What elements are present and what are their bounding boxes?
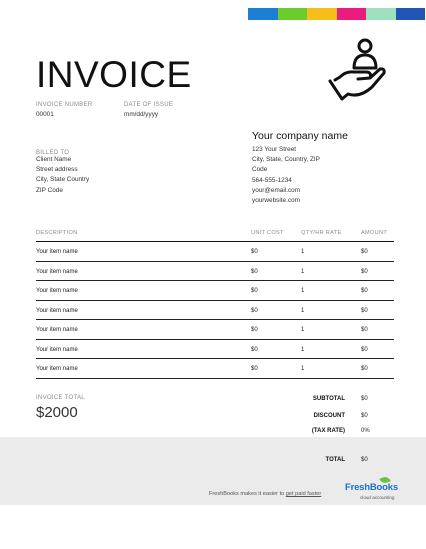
item-description: Your item name — [36, 327, 78, 333]
item-amount: $0 — [361, 268, 368, 275]
item-unit-cost: $0 — [251, 366, 258, 372]
items-table — [36, 230, 394, 379]
freshbooks-tagline: cloud accounting — [360, 495, 395, 500]
client-street: Street address — [36, 166, 78, 174]
item-description: Your item name — [36, 249, 78, 255]
discount-value: $0 — [361, 413, 368, 419]
company-address-block — [252, 145, 320, 206]
item-unit-cost: $0 — [251, 249, 258, 255]
subtotal-value: $0 — [361, 396, 368, 402]
item-qty: 1 — [301, 249, 305, 255]
table-row — [36, 301, 394, 321]
item-unit-cost: $0 — [251, 327, 258, 333]
client-zip: ZIP Code — [36, 186, 63, 194]
header-unit-cost: UNIT COST — [251, 230, 284, 236]
color-block-mint — [366, 8, 396, 20]
header-description: DESCRIPTION — [36, 230, 78, 236]
table-row — [36, 262, 394, 282]
tax-rate-value: 0% — [361, 428, 370, 434]
invoice-number-value: 00001 — [36, 111, 54, 118]
item-qty: 1 — [301, 268, 305, 275]
get-paid-faster-link[interactable]: get paid faster — [285, 491, 322, 497]
company-city: City, State, Country, ZIP — [252, 156, 320, 164]
date-of-issue-label: DATE OF ISSUE — [124, 102, 174, 108]
footer-banner — [0, 437, 426, 505]
item-qty: 1 — [301, 366, 305, 372]
color-block-pink — [337, 8, 367, 20]
table-row — [36, 242, 394, 262]
item-description: Your item name — [36, 346, 78, 353]
color-block-green — [278, 8, 308, 20]
item-description: Your item name — [36, 288, 78, 294]
company-website: yourwebsite.com — [252, 197, 300, 205]
item-unit-cost: $0 — [251, 307, 258, 314]
company-phone: 564-555-1234 — [252, 176, 292, 184]
table-row — [36, 320, 394, 340]
table-header — [36, 230, 394, 242]
item-description: Your item name — [36, 366, 78, 372]
item-qty: 1 — [301, 307, 305, 314]
invoice-number-label: INVOICE NUMBER — [36, 102, 93, 108]
item-amount: $0 — [361, 327, 368, 333]
header-amount: AMOUNT — [361, 230, 388, 236]
item-unit-cost: $0 — [251, 288, 258, 294]
invoice-total-label: INVOICE TOTAL — [36, 395, 85, 401]
item-qty: 1 — [301, 327, 305, 333]
color-block-blue — [248, 8, 278, 20]
company-street: 123 Your Street — [252, 146, 297, 153]
table-row — [36, 340, 394, 360]
hand-holding-person-icon — [326, 35, 386, 101]
discount-label: DISCOUNT — [313, 413, 345, 419]
invoice-title: INVOICE — [36, 54, 192, 95]
item-amount: $0 — [361, 288, 368, 294]
item-unit-cost: $0 — [251, 346, 258, 353]
color-strip — [248, 8, 425, 20]
footer-text: FreshBooks makes it easier to — [209, 491, 285, 497]
invoice-total-amount: $2000 — [36, 404, 78, 421]
date-of-issue-value: mm/dd/yyyy — [124, 111, 159, 118]
company-code: Code — [252, 166, 268, 174]
item-amount: $0 — [361, 366, 368, 372]
company-name: Your company name — [252, 130, 348, 142]
item-qty: 1 — [301, 346, 305, 353]
footer-promo — [209, 491, 321, 497]
billed-to-label: BILLED TO — [36, 150, 70, 156]
color-block-yellow — [307, 8, 337, 20]
item-description: Your item name — [36, 307, 78, 314]
total-value: $0 — [361, 457, 368, 463]
tax-rate-label: (TAX RATE) — [311, 428, 345, 434]
item-unit-cost: $0 — [251, 268, 258, 275]
company-email: your@email.com — [252, 186, 301, 194]
item-amount: $0 — [361, 346, 368, 353]
total-label: TOTAL — [325, 457, 345, 463]
client-name: Client Name — [36, 156, 72, 163]
item-amount: $0 — [361, 249, 368, 255]
table-row — [36, 359, 394, 379]
header-qty-rate: QTY/HR RATE — [301, 230, 342, 236]
client-city: City, State Country — [36, 176, 90, 184]
item-description: Your item name — [36, 268, 78, 275]
color-block-navy — [396, 8, 426, 20]
subtotal-label: SUBTOTAL — [312, 396, 345, 402]
freshbooks-logo: FreshBooks — [345, 482, 398, 493]
billed-to-block — [36, 155, 89, 196]
item-qty: 1 — [301, 288, 305, 294]
item-amount: $0 — [361, 307, 368, 314]
table-row — [36, 281, 394, 301]
